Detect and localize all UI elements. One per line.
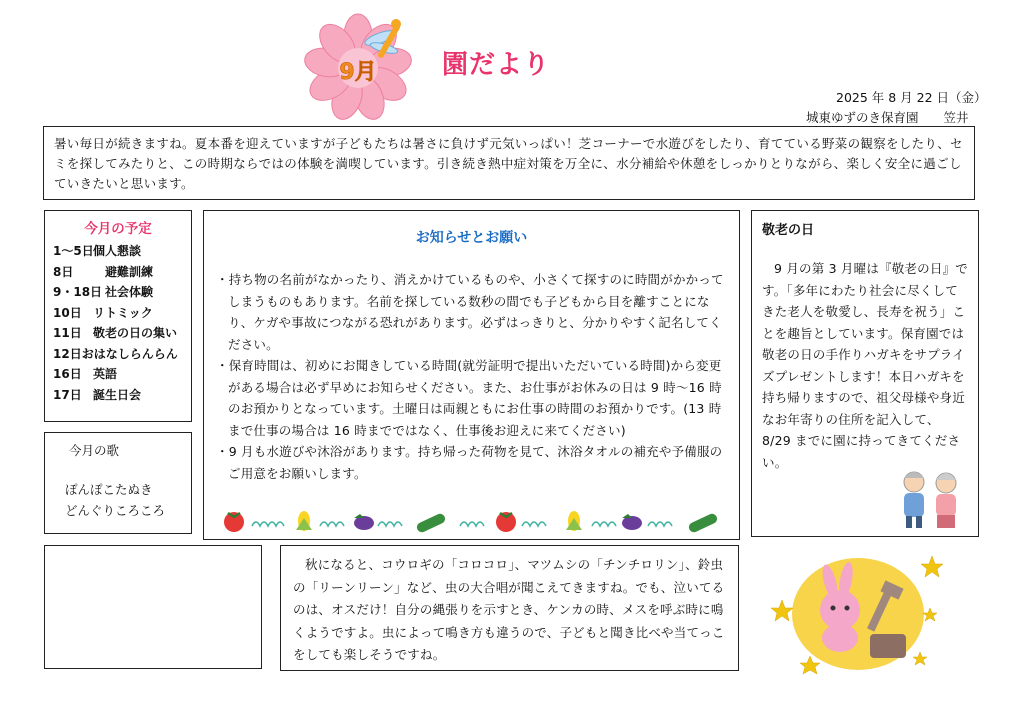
page-title: 園だより [442, 50, 551, 80]
schedule-event: 誕生日会 [93, 387, 142, 402]
notice-box [203, 210, 740, 540]
flower-month-badge [300, 10, 420, 120]
cucumber-icon [415, 512, 446, 534]
song-title: 今月の歌 [69, 443, 120, 458]
insect-box [280, 545, 739, 671]
schedule-row [53, 364, 183, 385]
grandparents-icon [894, 466, 968, 530]
keirou-title: 敬老の日 [762, 223, 815, 238]
corn-icon [566, 511, 582, 531]
schedule-event: おはなしらんらん [81, 346, 178, 361]
intro-text: 暑い毎日が続きますね。夏本番を迎えていますが子どもたちは暑さに負けず元気いっぱい！芝コーナーで水遊びをしたり、育てている野菜の観察をしたり、セミを探してみたりと、この時期ならではの体験を満喫しています。引き続き熱中症対策を万全に、水分補給や休憩をしっかりとりながら、楽しく安全に過ごしていきたいと思います。 [54, 136, 963, 191]
schedule-date: 1～5日 [53, 244, 94, 258]
month-badge-text: 9月 [339, 60, 377, 85]
schedule-box [44, 210, 192, 422]
schedule-title: 今月の予定 [84, 221, 152, 237]
schedule-row [53, 303, 183, 324]
schedule-row [53, 323, 183, 344]
notice-item: ・保育時間は、初めにお聞きしている時間(就労証明で提出いただいている時間)から変更がある場合は必ず早めにお知らせください。また、お仕事がお休みの日は 9 時～16 時のお預かりとなっています。土曜日は両親ともにお仕事の時間のお預かりです。(13 時まで仕事の場合は 16 時までではなく、仕事後お迎えに来てください) [216, 358, 722, 438]
schedule-date: 8日 [53, 264, 74, 279]
tomato-icon [496, 512, 516, 532]
eggplant-icon [354, 514, 374, 530]
schedule-date: 16日 [53, 367, 82, 381]
schedule-date: 17日 [53, 387, 82, 402]
schedule-row [53, 385, 183, 406]
schedule-event: リトミック [93, 305, 153, 320]
schedule-date: 11日 [53, 326, 82, 340]
schedule-event: 英語 [93, 367, 118, 381]
schedule-date: 10日 [53, 305, 82, 320]
schedule-event: 個人懇談 [93, 244, 142, 258]
song-line: ぽんぽこたぬき [65, 482, 153, 497]
intro-box [43, 126, 975, 200]
schedule-event: 敬老の日の集い [93, 326, 178, 340]
notice-item: ・9 月も水遊びや沐浴があります。持ち帰った荷物を見て、沐浴タオルの補充や予備服のご用意をお願いします。 [216, 444, 723, 481]
schedule-row [53, 282, 183, 303]
vegetable-border-icon [218, 508, 728, 534]
schedule-row [53, 241, 183, 262]
blank-box [44, 545, 262, 669]
notice-item: ・持ち物の名前がなかったり、消えかけているものや、小さくて探すのに時間がかかってしまうものもあります。名前を探している数秒の間でも子どもから目を離すことになり、ケガや事故につながる恐れがあります。必ずはっきりと、分かりやすく記名してください。 [216, 272, 724, 352]
schedule-event: 社会体験 [105, 285, 154, 299]
schedule-date: 12日 [53, 346, 82, 361]
eggplant-icon [622, 514, 642, 530]
song-line: どんぐりころころ [65, 503, 166, 518]
moon-rabbit-icon [770, 548, 950, 678]
insect-text: 秋になると、コウロギの「コロコロ」、マツムシの「チンチロリン」、鈴虫の「リーンリーン」など、虫の大合唱が聞こえてきますね。でも、泣いてるのは、オスだけ！自分の縄張りを示すとき、ケンカの時、メスを呼ぶ時に鳴くようですよ。虫によって鳴き方も違うので、子どもと聞き比べや当てっこをしても楽しそうですね。 [293, 557, 725, 662]
schedule-event: 避難訓練 [93, 264, 154, 279]
keirou-text: 9 月の第 3 月曜は『敬老の日』です。「多年にわたり社会に尽くしてきた老人を敬愛し、長寿を祝う」ことを趣旨としています。保育園では敬老の日の手作りハガキをサプライズプレゼントします！本日ハガキを持ち帰りますので、祖父母様や身近なお年寄りの住所を記入して、8/29 までに園に持ってきてください。 [762, 261, 968, 470]
corn-icon [296, 511, 312, 531]
tomato-icon [224, 512, 244, 532]
cucumber-icon [687, 512, 718, 534]
notice-title: お知らせとお願い [415, 230, 528, 246]
issue-date: 2025 年 8 月 22 日（金） [836, 90, 987, 105]
school-author: 城東ゆずのき保育園 笠井 [806, 110, 969, 125]
schedule-row [53, 262, 183, 283]
schedule-row [53, 344, 183, 365]
song-box [44, 432, 192, 534]
schedule-date: 9・18日 [53, 285, 103, 299]
